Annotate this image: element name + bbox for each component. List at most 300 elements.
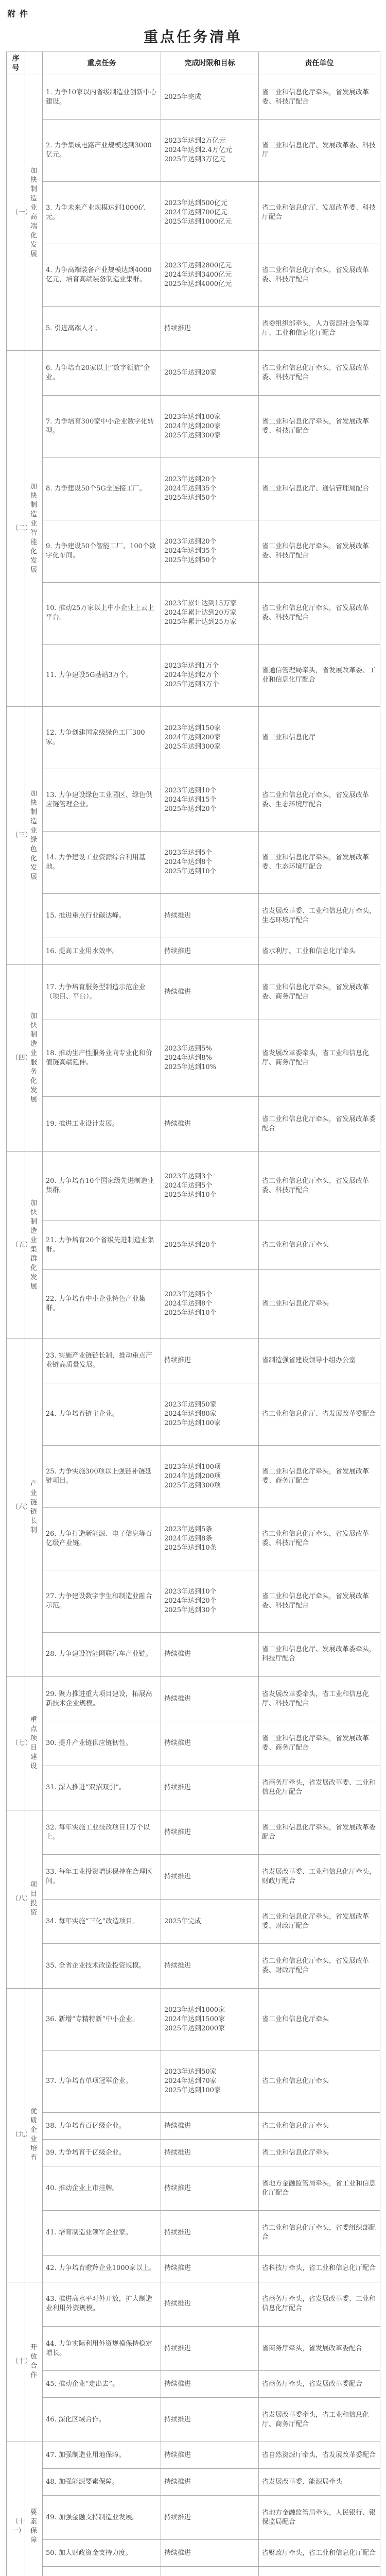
task-cell: 9. 力争建设50个智能工厂、100个数字化车间。 xyxy=(43,520,161,582)
task-cell xyxy=(43,2567,161,2576)
time-cell xyxy=(161,2567,259,2576)
time-cell xyxy=(161,1677,259,1721)
time-cell xyxy=(161,1151,259,1221)
time-cell xyxy=(161,832,259,894)
unit-cell: 省发展改革委牵头，省工业和信息化厅、商务厅配合 xyxy=(259,1020,380,1096)
task-cell: 20. 力争培育10个国家级先进制造业集群。 xyxy=(43,1151,161,1221)
task-cell: 26. 力争打造新能源、电子信息等百亿级产业链。 xyxy=(43,1507,161,1570)
group-seq xyxy=(7,2282,32,2442)
time-cell xyxy=(161,457,259,520)
task-cell: 37. 力争培育单项冠军企业。 xyxy=(43,2050,161,2113)
header-category xyxy=(25,52,43,75)
time-cell xyxy=(161,1221,259,1269)
task-cell: 39. 力争培育千亿级企业。 xyxy=(43,2140,161,2166)
time-line: 持续推进 xyxy=(164,988,191,996)
unit-cell: 省自然资源厅牵头，省发展改革委配合 xyxy=(259,2442,380,2469)
table-row xyxy=(7,2113,380,2140)
group-seq xyxy=(7,351,32,707)
table-row xyxy=(7,1507,380,1570)
time-line: 2024年达到80家 xyxy=(164,1410,217,1418)
time-cell xyxy=(161,2371,259,2398)
time-line: 2025年达到20家 xyxy=(164,369,217,377)
header-time: 完成时限和目标 xyxy=(161,52,259,75)
time-cell xyxy=(161,2496,259,2540)
header-task: 重点任务 xyxy=(43,52,161,75)
time-line: 持续推进 xyxy=(164,1120,191,1128)
time-cell xyxy=(161,965,259,1020)
unit-cell: 省发展改革委、工业和信息化厅牵头，生态环境厅配合 xyxy=(259,894,380,938)
table-row xyxy=(7,1677,380,1721)
unit-cell: 省工业和信息化厅、发展改革委、科技厅配合 xyxy=(259,182,380,244)
time-line: 2024年累计达到20万家 xyxy=(164,609,237,617)
task-cell: 17. 力争培育服务型制造示范企业（项目、平台）。 xyxy=(43,965,161,1020)
table-row xyxy=(7,1445,380,1507)
time-line: 2025年累计达到25万家 xyxy=(164,618,237,626)
unit-cell: 省工业和信息化厅牵头，省发展改革委、科技厅配合 xyxy=(259,520,380,582)
task-cell: 47. 加强制造业用地保障。 xyxy=(43,2442,161,2469)
task-cell: 12. 力争创建国家级绿色工厂300家。 xyxy=(43,707,161,769)
table-row xyxy=(7,1810,380,1855)
table-row xyxy=(7,1383,380,1446)
unit-cell: 省制造强省建设领导小组办公室 xyxy=(259,1338,380,1383)
table-row xyxy=(7,120,380,182)
time-line: 2023年达到10个 xyxy=(164,787,217,795)
time-cell xyxy=(161,1944,259,1988)
unit-cell: 省工业和信息化厅、通信管理局配合 xyxy=(259,457,380,520)
time-line: 2025年达到20个 xyxy=(164,1241,217,1249)
time-cell xyxy=(161,2282,259,2326)
task-cell: 50. 加大财政资金支持力度。 xyxy=(43,2540,161,2567)
table-row xyxy=(7,1855,380,1899)
table-row xyxy=(7,1766,380,1810)
unit-cell: 省委组织部牵头，人力资源社会保障厅、工业和信息化厅配合 xyxy=(259,307,380,351)
time-line: 2023年达到100家 xyxy=(164,413,221,421)
task-cell: 24. 力争培育链主企业。 xyxy=(43,1383,161,1446)
group-category-text: 加快制造业智能化发展 xyxy=(30,483,37,574)
group-seq-text: （八） xyxy=(11,1895,32,1903)
time-cell xyxy=(161,182,259,244)
time-cell xyxy=(161,2326,259,2370)
time-line: 持续推进 xyxy=(164,2549,191,2557)
group-category xyxy=(25,2442,43,2576)
table-row xyxy=(7,1020,380,1096)
unit-cell: 省科技厅牵头，省工业和信息化厅配合 xyxy=(259,2255,380,2282)
time-line: 2023年达到5条 xyxy=(164,1525,213,1533)
table-row xyxy=(7,2398,380,2442)
table-row xyxy=(7,2255,380,2282)
time-line: 2025年达到50个 xyxy=(164,556,217,564)
group-category-text: 优质企业培育 xyxy=(30,2108,37,2162)
time-line: 2023年达到1000家 xyxy=(164,2006,225,2014)
time-line: 2024年达到2.4万亿元 xyxy=(164,146,232,155)
group-seq xyxy=(7,1151,32,1338)
unit-cell: 省工业和信息化厅牵头，省发展改革委配合 xyxy=(259,1097,380,1152)
table-row xyxy=(7,1988,380,2050)
task-cell: 41. 培育制造业领军企业家。 xyxy=(43,2211,161,2255)
group-seq-text: （一） xyxy=(11,209,32,217)
time-line: 2023年达到150家 xyxy=(164,724,221,733)
task-cell: 44. 力争实际利用外资规模保持稳定增长。 xyxy=(43,2326,161,2370)
unit-cell: 省发展改革委、能源局牵头 xyxy=(259,2469,380,2496)
time-cell xyxy=(161,1445,259,1507)
task-cell: 36. 新增“专精特新”中小企业。 xyxy=(43,1988,161,2050)
group-seq-text: （十） xyxy=(11,2358,32,2366)
table-row xyxy=(7,2050,380,2113)
unit-cell: 省工业和信息化厅 xyxy=(259,707,380,769)
time-cell xyxy=(161,2166,259,2210)
unit-cell: 省工业和信息化厅牵头，省发展改革委配合 xyxy=(259,1810,380,1855)
table-row xyxy=(7,2496,380,2540)
table-row xyxy=(7,244,380,307)
time-line: 2024年达到20个 xyxy=(164,1597,217,1605)
task-cell: 8. 力争建设50个5G全连接工厂。 xyxy=(43,457,161,520)
time-line: 2023年达到50家 xyxy=(164,2068,217,2076)
group-seq xyxy=(7,965,32,1152)
time-cell xyxy=(161,307,259,351)
unit-cell: 省工业和信息化厅牵头 xyxy=(259,1221,380,1269)
time-line: 持续推进 xyxy=(164,947,191,955)
table-row xyxy=(7,1270,380,1339)
time-line: 持续推进 xyxy=(164,1873,191,1881)
group-seq xyxy=(7,75,32,351)
unit-cell: 省工业和信息化厅牵头 xyxy=(259,1988,380,2050)
time-line: 2025年达到3万个 xyxy=(164,681,219,689)
task-cell: 29. 聚力推进重大项目建设，拓展高新技术企业规模。 xyxy=(43,1677,161,1721)
time-line: 持续推进 xyxy=(164,2380,191,2388)
unit-cell: 省通信管理局牵头，省发展改革委、工业和信息化厅配合 xyxy=(259,645,380,707)
time-cell xyxy=(161,645,259,707)
time-line: 持续推进 xyxy=(164,1784,191,1792)
table-row xyxy=(7,2140,380,2166)
task-cell: 43. 推进高水平对外开放，扩大制造业利用外资规模。 xyxy=(43,2282,161,2326)
table-row xyxy=(7,2282,380,2326)
group-seq-text: （五） xyxy=(11,1241,32,1249)
time-cell xyxy=(161,1855,259,1899)
time-line: 2024年达到200项 xyxy=(164,1472,221,1480)
group-category-text: 要素保障 xyxy=(30,2508,37,2544)
time-cell xyxy=(161,2540,259,2567)
time-line: 2025年达到1000亿元 xyxy=(164,218,232,226)
unit-cell: 省工业和信息化厅牵头 xyxy=(259,2050,380,2113)
time-line: 2025年达到10个 xyxy=(164,1309,217,1317)
task-cell: 42. 力争培育瞪羚企业1000家以上。 xyxy=(43,2255,161,2282)
time-line: 持续推进 xyxy=(164,1694,191,1703)
time-line: 2025年达到300家 xyxy=(164,743,221,751)
unit-cell xyxy=(259,2567,380,2576)
task-cell: 32. 每年实施工业技改项目1万个以上。 xyxy=(43,1810,161,1855)
table-row xyxy=(7,351,380,395)
task-cell: 45. 推动企业“走出去”。 xyxy=(43,2371,161,2398)
table-row xyxy=(7,1632,380,1676)
unit-cell: 省工业和信息化厅牵头，省委组织部配合 xyxy=(259,2211,380,2255)
time-line: 2025年达到30个 xyxy=(164,1606,217,1614)
task-cell: 28. 力争建设智能网联汽车产业链。 xyxy=(43,1632,161,1676)
time-line: 持续推进 xyxy=(164,2148,191,2157)
attachment-label: 附件 xyxy=(7,9,32,19)
table-row xyxy=(7,1338,380,1383)
task-cell: 40. 推动企业上市挂牌。 xyxy=(43,2166,161,2210)
time-line: 2025年达到4000亿元 xyxy=(164,280,232,289)
table-row xyxy=(7,2567,380,2576)
task-cell: 11. 力争建设5G基站3万个。 xyxy=(43,645,161,707)
task-cell: 2. 力争集成电路产业规模达到3000亿元。 xyxy=(43,120,161,182)
time-cell xyxy=(161,1020,259,1096)
time-line: 2024年达到70家 xyxy=(164,2077,217,2086)
time-line: 2023年达到10个 xyxy=(164,1587,217,1596)
time-line: 2025年达到10个 xyxy=(164,1191,217,1199)
time-line: 2023年达到3个 xyxy=(164,1173,213,1181)
task-cell: 23. 实施产业链链长制，推动重点产业链高质量发展。 xyxy=(43,1338,161,1383)
time-cell xyxy=(161,582,259,645)
unit-cell: 省商务厅牵头，省发展改革委配合 xyxy=(259,2371,380,2398)
time-line: 持续推进 xyxy=(164,1650,191,1658)
time-cell xyxy=(161,707,259,769)
group-category-text: 项目投资 xyxy=(30,1881,37,1917)
group-seq xyxy=(7,707,32,965)
unit-cell: 省发展改革委牵头，省工业和信息化厅、商务厅配合 xyxy=(259,2398,380,2442)
group-category-text: 加快制造业绿色化发展 xyxy=(30,790,37,882)
time-cell xyxy=(161,1899,259,1943)
time-line: 2023年达到50家 xyxy=(164,1401,217,1409)
time-line: 2023年达到5% xyxy=(164,1045,212,1053)
group-category-text: 开放合作 xyxy=(30,2344,37,2380)
task-cell: 13. 力争建设绿色工业园区、绿色供应链管理企业。 xyxy=(43,769,161,832)
task-cell: 5. 引进高端人才。 xyxy=(43,307,161,351)
table-row xyxy=(7,2211,380,2255)
unit-cell: 省工业和信息化厅牵头，省发展改革委、科技厅配合 xyxy=(259,1151,380,1221)
table-row xyxy=(7,2469,380,2496)
time-line: 2024年达到5个 xyxy=(164,1182,213,1190)
time-line: 2025年达到300项 xyxy=(164,1481,221,1489)
time-line: 持续推进 xyxy=(164,2229,191,2237)
time-line: 持续推进 xyxy=(164,2513,191,2521)
unit-cell: 省工业和信息化厅牵头 xyxy=(259,2140,380,2166)
time-line: 2023年达到20个 xyxy=(164,475,217,483)
task-cell: 3. 力争未来产业规模达到1000亿元。 xyxy=(43,182,161,244)
time-line: 持续推进 xyxy=(164,2264,191,2273)
group-seq xyxy=(7,2442,25,2576)
task-cell: 21. 力争培育20个省级先进制造业集群。 xyxy=(43,1221,161,1269)
unit-cell: 省发展改革委、工业和信息化厅牵头，财政厅配合 xyxy=(259,1855,380,1899)
time-cell xyxy=(161,1270,259,1339)
table-row xyxy=(7,769,380,832)
unit-cell: 省工业和信息化厅、发展改革委牵头，科技厅配合 xyxy=(259,1632,380,1676)
time-cell xyxy=(161,2442,259,2469)
task-cell: 7. 力争培育300家中小企业数字化转型。 xyxy=(43,395,161,457)
time-line: 持续推进 xyxy=(164,2415,191,2424)
time-cell xyxy=(161,769,259,832)
time-line: 2025年达到50个 xyxy=(164,494,217,502)
time-cell xyxy=(161,2398,259,2442)
group-seq xyxy=(7,1338,32,1676)
task-cell: 34. 每年实施“三化”改造项目。 xyxy=(43,1899,161,1943)
time-line: 2024年达到3400亿元 xyxy=(164,271,232,279)
time-line: 2025年完成 xyxy=(164,93,202,101)
time-line: 持续推进 xyxy=(164,2451,191,2459)
table-row xyxy=(7,182,380,244)
time-cell xyxy=(161,2469,259,2496)
unit-cell: 省商务厅牵头，省发展改革委、工业和信息化厅配合 xyxy=(259,2282,380,2326)
time-line: 持续推进 xyxy=(164,2300,191,2308)
table-row xyxy=(7,1721,380,1766)
time-line: 2023年达到1万个 xyxy=(164,662,219,670)
group-seq-text: （三） xyxy=(11,832,32,840)
time-line: 持续推进 xyxy=(164,2344,191,2352)
header-unit: 责任单位 xyxy=(259,52,380,75)
time-line: 2024年达到35个 xyxy=(164,484,217,493)
task-cell: 27. 力争建设数字孪生和制造业融合示范。 xyxy=(43,1570,161,1632)
table-row xyxy=(7,1097,380,1152)
table-row xyxy=(7,1570,380,1632)
task-cell: 30. 提升产业链供应链韧性。 xyxy=(43,1721,161,1766)
group-category-text: 加快制造业服务化发展 xyxy=(30,1012,37,1104)
time-line: 持续推进 xyxy=(164,2478,191,2486)
table-row xyxy=(7,965,380,1020)
time-line: 持续推进 xyxy=(164,324,191,332)
time-line: 2024年达到15个 xyxy=(164,796,217,804)
time-line: 持续推进 xyxy=(164,1739,191,1748)
table-row xyxy=(7,2540,380,2567)
table-row xyxy=(7,1944,380,1988)
time-line: 2024年达到8条 xyxy=(164,1534,213,1543)
time-line: 2024年达到200家 xyxy=(164,734,221,742)
time-line: 2024年达到700亿元 xyxy=(164,209,227,217)
time-cell xyxy=(161,2113,259,2140)
time-line: 2025年完成 xyxy=(164,1917,202,1925)
time-line: 2025年达到300家 xyxy=(164,431,221,439)
task-cell: 22. 力争培育中小企业特色产业集群。 xyxy=(43,1270,161,1339)
table-row xyxy=(7,1151,380,1221)
time-line: 2025年达到20个 xyxy=(164,805,217,814)
unit-cell: 省工业和信息化厅牵头，省发展改革委、科技厅配合 xyxy=(259,582,380,645)
page-title: 重点任务清单 xyxy=(143,28,242,45)
unit-cell: 省工业和信息化厅、发展改革委、科技厅 xyxy=(259,120,380,182)
time-line: 2023年达到500亿元 xyxy=(164,199,227,208)
time-cell xyxy=(161,244,259,307)
task-cell: 15. 推进重点行业碳达峰。 xyxy=(43,894,161,938)
unit-cell: 省工业和信息化厅、省发展改革委配合 xyxy=(259,1383,380,1446)
task-cell: 38. 力争培育百亿级企业。 xyxy=(43,2113,161,2140)
table-row xyxy=(7,2442,380,2469)
task-cell: 14. 力争建设工业资源综合利用基地。 xyxy=(43,832,161,894)
time-cell xyxy=(161,75,259,120)
unit-cell: 省工业和信息化厅牵头，省发展改革委、科技厅配合 xyxy=(259,1570,380,1632)
table-row xyxy=(7,75,380,120)
task-cell: 10. 推动25万家以上中小企业上云上平台。 xyxy=(43,582,161,645)
task-cell: 46. 深化区域合作。 xyxy=(43,2398,161,2442)
time-line: 持续推进 xyxy=(164,1961,191,1970)
unit-cell: 省工业和信息化厅牵头，省发展改革委、生态环境厅配合 xyxy=(259,769,380,832)
time-cell xyxy=(161,1383,259,1446)
unit-cell: 省工业和信息化厅牵头，省发展改革委、商务厅配合 xyxy=(259,1445,380,1507)
table-row xyxy=(7,395,380,457)
time-line: 2023年达到20个 xyxy=(164,537,217,546)
time-cell xyxy=(161,1097,259,1152)
time-cell xyxy=(161,938,259,965)
header-seq: 序号 xyxy=(7,52,25,75)
group-seq xyxy=(7,1810,32,1988)
time-cell xyxy=(161,520,259,582)
table-body xyxy=(7,75,380,2576)
time-line: 2024年达到2万个 xyxy=(164,671,219,680)
time-line: 2025年达到100家 xyxy=(164,2087,221,2095)
group-seq-text: （七） xyxy=(11,1739,32,1748)
group-seq-text: （四） xyxy=(11,1054,32,1062)
time-line: 2025年达到10条 xyxy=(164,1544,217,1552)
group-seq xyxy=(7,1988,32,2282)
unit-cell: 省商务厅牵头，省发展改革委配合 xyxy=(259,2326,380,2370)
task-cell: 31. 深入推进“双招双引”。 xyxy=(43,1766,161,1810)
time-line: 2024年达到1500家 xyxy=(164,2015,225,2023)
time-cell xyxy=(161,2050,259,2113)
task-cell: 48. 加强能源要素保障。 xyxy=(43,2469,161,2496)
unit-cell: 省工业和信息化厅牵头，省发展改革委、科技厅配合 xyxy=(259,395,380,457)
task-cell: 19. 推进工业设计发展。 xyxy=(43,1097,161,1152)
time-cell xyxy=(161,351,259,395)
table-row xyxy=(7,2371,380,2398)
group-category-text: 加快制造业高端化发展 xyxy=(30,167,37,259)
time-line: 持续推进 xyxy=(164,1828,191,1836)
time-cell xyxy=(161,120,259,182)
unit-cell: 省工业和信息化厅牵头 xyxy=(259,2113,380,2140)
group-category-text: 加快制造业集群化发展 xyxy=(30,1199,37,1291)
time-cell xyxy=(161,1570,259,1632)
task-cell: 4. 力争高端装备产业规模达到4000亿元，培育高端装备制造业集群。 xyxy=(43,244,161,307)
time-line: 2024年达到8个 xyxy=(164,858,213,867)
table-row xyxy=(7,645,380,707)
time-line: 2023年达到100项 xyxy=(164,1463,221,1471)
unit-cell: 省工业和信息化厅牵头，省发展改革委、科技厅配合 xyxy=(259,1507,380,1570)
unit-cell: 省工业和信息化厅牵头，省发展改革委、生态环境厅配合 xyxy=(259,832,380,894)
time-line: 持续推进 xyxy=(164,2184,191,2192)
task-cell: 16. 提高工业用水效率。 xyxy=(43,938,161,965)
group-category-text: 产业链链长制 xyxy=(30,1480,37,1535)
time-cell xyxy=(161,1810,259,1855)
unit-cell: 省水利厅、工业和信息化厅牵头 xyxy=(259,938,380,965)
unit-cell: 省工业和信息化厅牵头 xyxy=(259,1270,380,1339)
time-cell xyxy=(161,1766,259,1810)
group-category-text: 重点项目建设 xyxy=(30,1716,37,1771)
table-row xyxy=(7,894,380,938)
unit-cell: 省工业和信息化厅牵头，省发展改革委、商务厅配合 xyxy=(259,1721,380,1766)
unit-cell: 省发展改革委牵头，省工业和信息化厅、科技厅配合 xyxy=(259,1677,380,1721)
time-line: 2023年达到5个 xyxy=(164,1291,213,1299)
task-cell: 33. 每年工业投资增速保持在合理区间。 xyxy=(43,1855,161,1899)
table-header-row xyxy=(7,52,380,75)
table-row xyxy=(7,1221,380,1269)
time-cell xyxy=(161,1507,259,1570)
task-cell: 25. 力争实施300项以上强链补链延链项目。 xyxy=(43,1445,161,1507)
time-line: 2025年达到2000家 xyxy=(164,2024,225,2032)
unit-cell: 省工业和信息化厅牵头，省发展改革委、财政厅配合 xyxy=(259,1899,380,1943)
table-row xyxy=(7,457,380,520)
time-line: 持续推进 xyxy=(164,1357,191,1365)
unit-cell: 省工业和信息化厅牵头，省发展改革委、科技厅配合 xyxy=(259,351,380,395)
group-seq-text: （十一） xyxy=(11,2517,25,2535)
time-line: 2024年达到35个 xyxy=(164,547,217,555)
group-seq-text: （二） xyxy=(11,524,32,533)
task-cell: 49. 加强金融支持制造业发展。 xyxy=(43,2496,161,2540)
time-line: 2023年达到2万亿元 xyxy=(164,137,226,145)
unit-cell: 省工业和信息化厅牵头，省发展改革委、商务厅配合 xyxy=(259,965,380,1020)
time-line: 2025年达到10% xyxy=(164,1063,216,1072)
unit-cell: 省商务厅牵头，省发展改革委、工业和信息化厅配合 xyxy=(259,1766,380,1810)
task-cell: 1. 力争10家以内省级制造业创新中心建设。 xyxy=(43,75,161,120)
time-line: 2024年达到8% xyxy=(164,1054,212,1062)
time-cell xyxy=(161,1338,259,1383)
group-seq xyxy=(7,1677,32,1810)
time-line: 2023年达到2800亿元 xyxy=(164,262,232,270)
